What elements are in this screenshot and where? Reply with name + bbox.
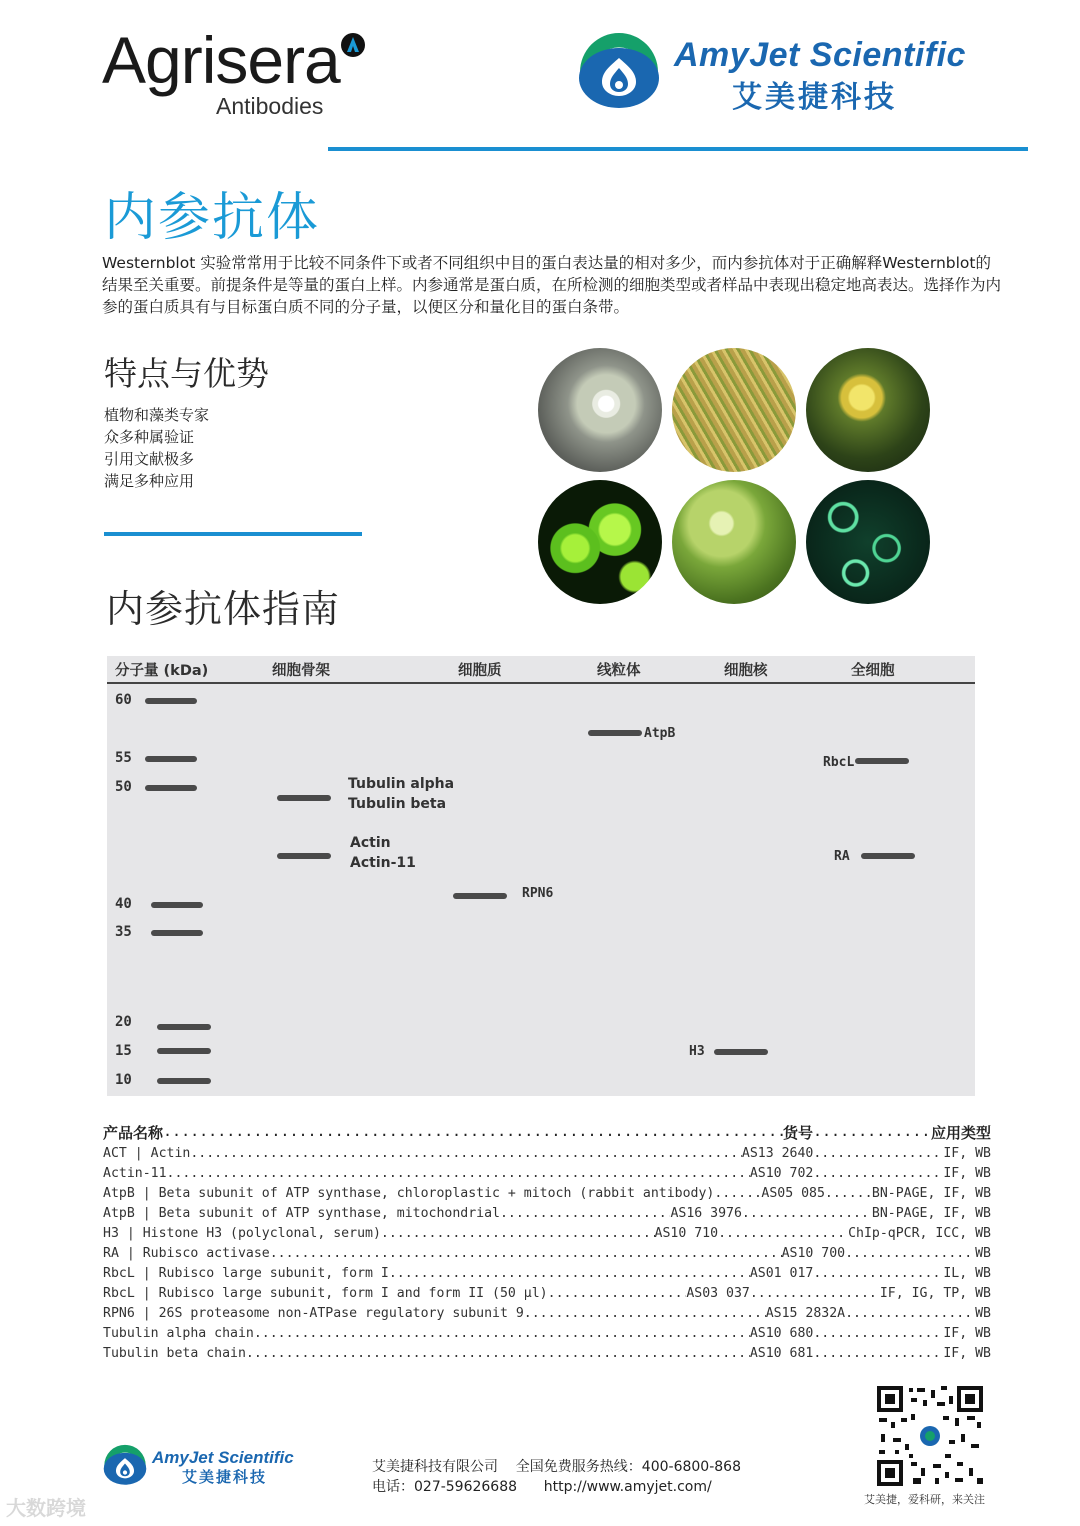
mw-label-40: 40 bbox=[115, 896, 132, 912]
label-tubulin-beta: Tubulin beta bbox=[348, 796, 447, 812]
footer-phone-website: 电话：027-59626688 http://www.amyjet.com/ bbox=[372, 1479, 712, 1495]
label-actin-11: Actin-11 bbox=[350, 855, 416, 871]
features-list bbox=[104, 404, 209, 492]
col-header-nucleus: 细胞核 bbox=[724, 663, 768, 679]
header-catalog-number: 货号 bbox=[782, 1124, 813, 1142]
ladder-band-15 bbox=[157, 1048, 211, 1054]
header-divider bbox=[328, 147, 1028, 151]
product-row: AtpB | Beta subunit of ATP synthase, chloroplastic + mitoch (rabbit antibody) ..... AS05 085 ..... BN-PAGE, IF, WB bbox=[103, 1184, 991, 1204]
band-tubulin bbox=[277, 795, 331, 801]
product-row: Tubulin beta chain ..... AS10 681 ..... IF, WB bbox=[103, 1344, 991, 1364]
col-header-mitochondria: 线粒体 bbox=[597, 663, 641, 679]
amyjet-logo-chinese: 艾美捷科技 bbox=[732, 80, 897, 115]
band-ra bbox=[861, 853, 915, 859]
mw-label-20: 20 bbox=[115, 1014, 132, 1030]
mw-label-50: 50 bbox=[115, 779, 132, 795]
product-row: RbcL | Rubisco large subunit, form I and form II (50 µl) ..... AS03 037 ..... IF, IG, TP, WB bbox=[103, 1284, 991, 1304]
product-row: RA | Rubisco activase ..... AS10 700 ..... WB bbox=[103, 1244, 991, 1264]
label-h3: H3 bbox=[689, 1044, 705, 1059]
pine-photo bbox=[806, 348, 930, 472]
guide-heading: 内参抗体指南 bbox=[106, 587, 341, 631]
agrisera-logo-icon bbox=[340, 32, 366, 58]
leader-dots bbox=[163, 1122, 783, 1143]
amyjet-logo-icon bbox=[572, 28, 666, 110]
band-rpn6 bbox=[453, 893, 507, 899]
mw-label-55: 55 bbox=[115, 750, 132, 766]
product-list bbox=[103, 1144, 991, 1364]
col-header-cytoplasm: 细胞质 bbox=[458, 663, 502, 679]
band-actin bbox=[277, 853, 331, 859]
amyjet-logo-text: AmyJet Scientific bbox=[674, 36, 966, 74]
band-rbcl bbox=[855, 758, 909, 764]
ladder-band-10 bbox=[157, 1078, 211, 1084]
ladder-band-50 bbox=[145, 785, 197, 791]
product-row: Actin-11 ..... AS10 702 ..... IF, WB bbox=[103, 1164, 991, 1184]
features-divider bbox=[104, 532, 362, 536]
product-row: AtpB | Beta subunit of ATP synthase, mitochondrial ..... AS16 3976 ..... BN-PAGE, IF, WB bbox=[103, 1204, 991, 1224]
moss-photo bbox=[672, 480, 796, 604]
col-header-mw: 分子量 (kDa) bbox=[115, 663, 209, 679]
ladder-band-60 bbox=[145, 698, 197, 704]
mw-label-35: 35 bbox=[115, 924, 132, 940]
product-table-header bbox=[103, 1122, 991, 1143]
product-row: ACT | Actin ..... AS13 2640 ..... IF, WB bbox=[103, 1144, 991, 1164]
watermark-text: 大数跨境 bbox=[6, 1496, 86, 1520]
mw-label-10: 10 bbox=[115, 1072, 132, 1088]
mw-label-60: 60 bbox=[115, 692, 132, 708]
label-atpb: AtpB bbox=[644, 726, 676, 741]
mw-label-15: 15 bbox=[115, 1043, 132, 1059]
footer-amyjet-logo-icon bbox=[100, 1442, 150, 1486]
label-rpn6: RPN6 bbox=[522, 886, 554, 901]
ladder-band-55 bbox=[145, 756, 197, 762]
qr-code-icon bbox=[875, 1384, 985, 1488]
feature-item: 引用文献极多 bbox=[104, 450, 195, 468]
leader-dots bbox=[813, 1122, 931, 1143]
page-title: 内参抗体 bbox=[104, 188, 321, 248]
header-applications: 应用类型 bbox=[930, 1124, 991, 1142]
footer-company-hotline: 艾美捷科技有限公司 全国免费服务热线：400-6800-868 bbox=[372, 1459, 741, 1475]
footer-logo-text: AmyJet Scientific bbox=[152, 1448, 294, 1467]
band-h3 bbox=[714, 1049, 768, 1055]
label-tubulin-alpha: Tubulin alpha bbox=[348, 776, 455, 792]
ladder-band-35 bbox=[151, 930, 203, 936]
antibody-guide-chart bbox=[107, 656, 975, 1096]
grain-photo bbox=[672, 348, 796, 472]
col-header-whole-cell: 全细胞 bbox=[851, 663, 895, 679]
label-ra: RA bbox=[834, 849, 850, 864]
features-heading: 特点与优势 bbox=[104, 354, 269, 393]
cells-photo bbox=[806, 480, 930, 604]
product-row: RbcL | Rubisco large subunit, form I ..... AS01 017 ..... IL, WB bbox=[103, 1264, 991, 1284]
band-atpb bbox=[588, 730, 642, 736]
label-actin: Actin bbox=[350, 835, 391, 851]
header-product-name: 产品名称 bbox=[103, 1124, 164, 1142]
intro-paragraph: Westernblot 实验常常用于比较不同条件下或者不同组织中目的蛋白表达量的相对多少，而内参抗体对于正确解释Westernblot的结果至关重要。前提条件是等量的蛋白上样。内参通常是蛋白质，在所检测的细胞类型或者样品中表现出稳定地高表达。选择作为内参的蛋白质具有与目标蛋白质不同的分子量，以便区分和量化目的蛋白条带。 bbox=[102, 254, 1002, 316]
ladder-band-20 bbox=[157, 1024, 211, 1030]
agrisera-logo-text: Agrisera bbox=[102, 23, 340, 97]
footer-logo-chinese: 艾美捷科技 bbox=[182, 1468, 268, 1486]
agrisera-logo-subtitle: Antibodies bbox=[216, 93, 324, 119]
product-row: Tubulin alpha chain ..... AS10 680 ..... IF, WB bbox=[103, 1324, 991, 1344]
ladder-band-40 bbox=[151, 902, 203, 908]
feature-item: 众多种属验证 bbox=[104, 428, 195, 446]
qr-caption: 艾美捷，爱科研，来关注 bbox=[864, 1493, 985, 1506]
chart-header-row bbox=[107, 656, 975, 684]
feature-item: 植物和藻类专家 bbox=[104, 406, 210, 424]
col-header-cytoskeleton: 细胞骨架 bbox=[272, 663, 330, 679]
feature-item: 满足多种应用 bbox=[104, 472, 195, 490]
product-row: H3 | Histone H3 (polyclonal, serum) ..... AS10 710 ..... ChIp-qPCR, ICC, WB bbox=[103, 1224, 991, 1244]
label-rbcl: RbcL bbox=[823, 755, 855, 770]
algae-photo bbox=[538, 480, 662, 604]
product-row: RPN6 | 26S proteasome non-ATPase regulatory subunit 9 ..... AS15 2832A ..... WB bbox=[103, 1304, 991, 1324]
flower-photo bbox=[538, 348, 662, 472]
